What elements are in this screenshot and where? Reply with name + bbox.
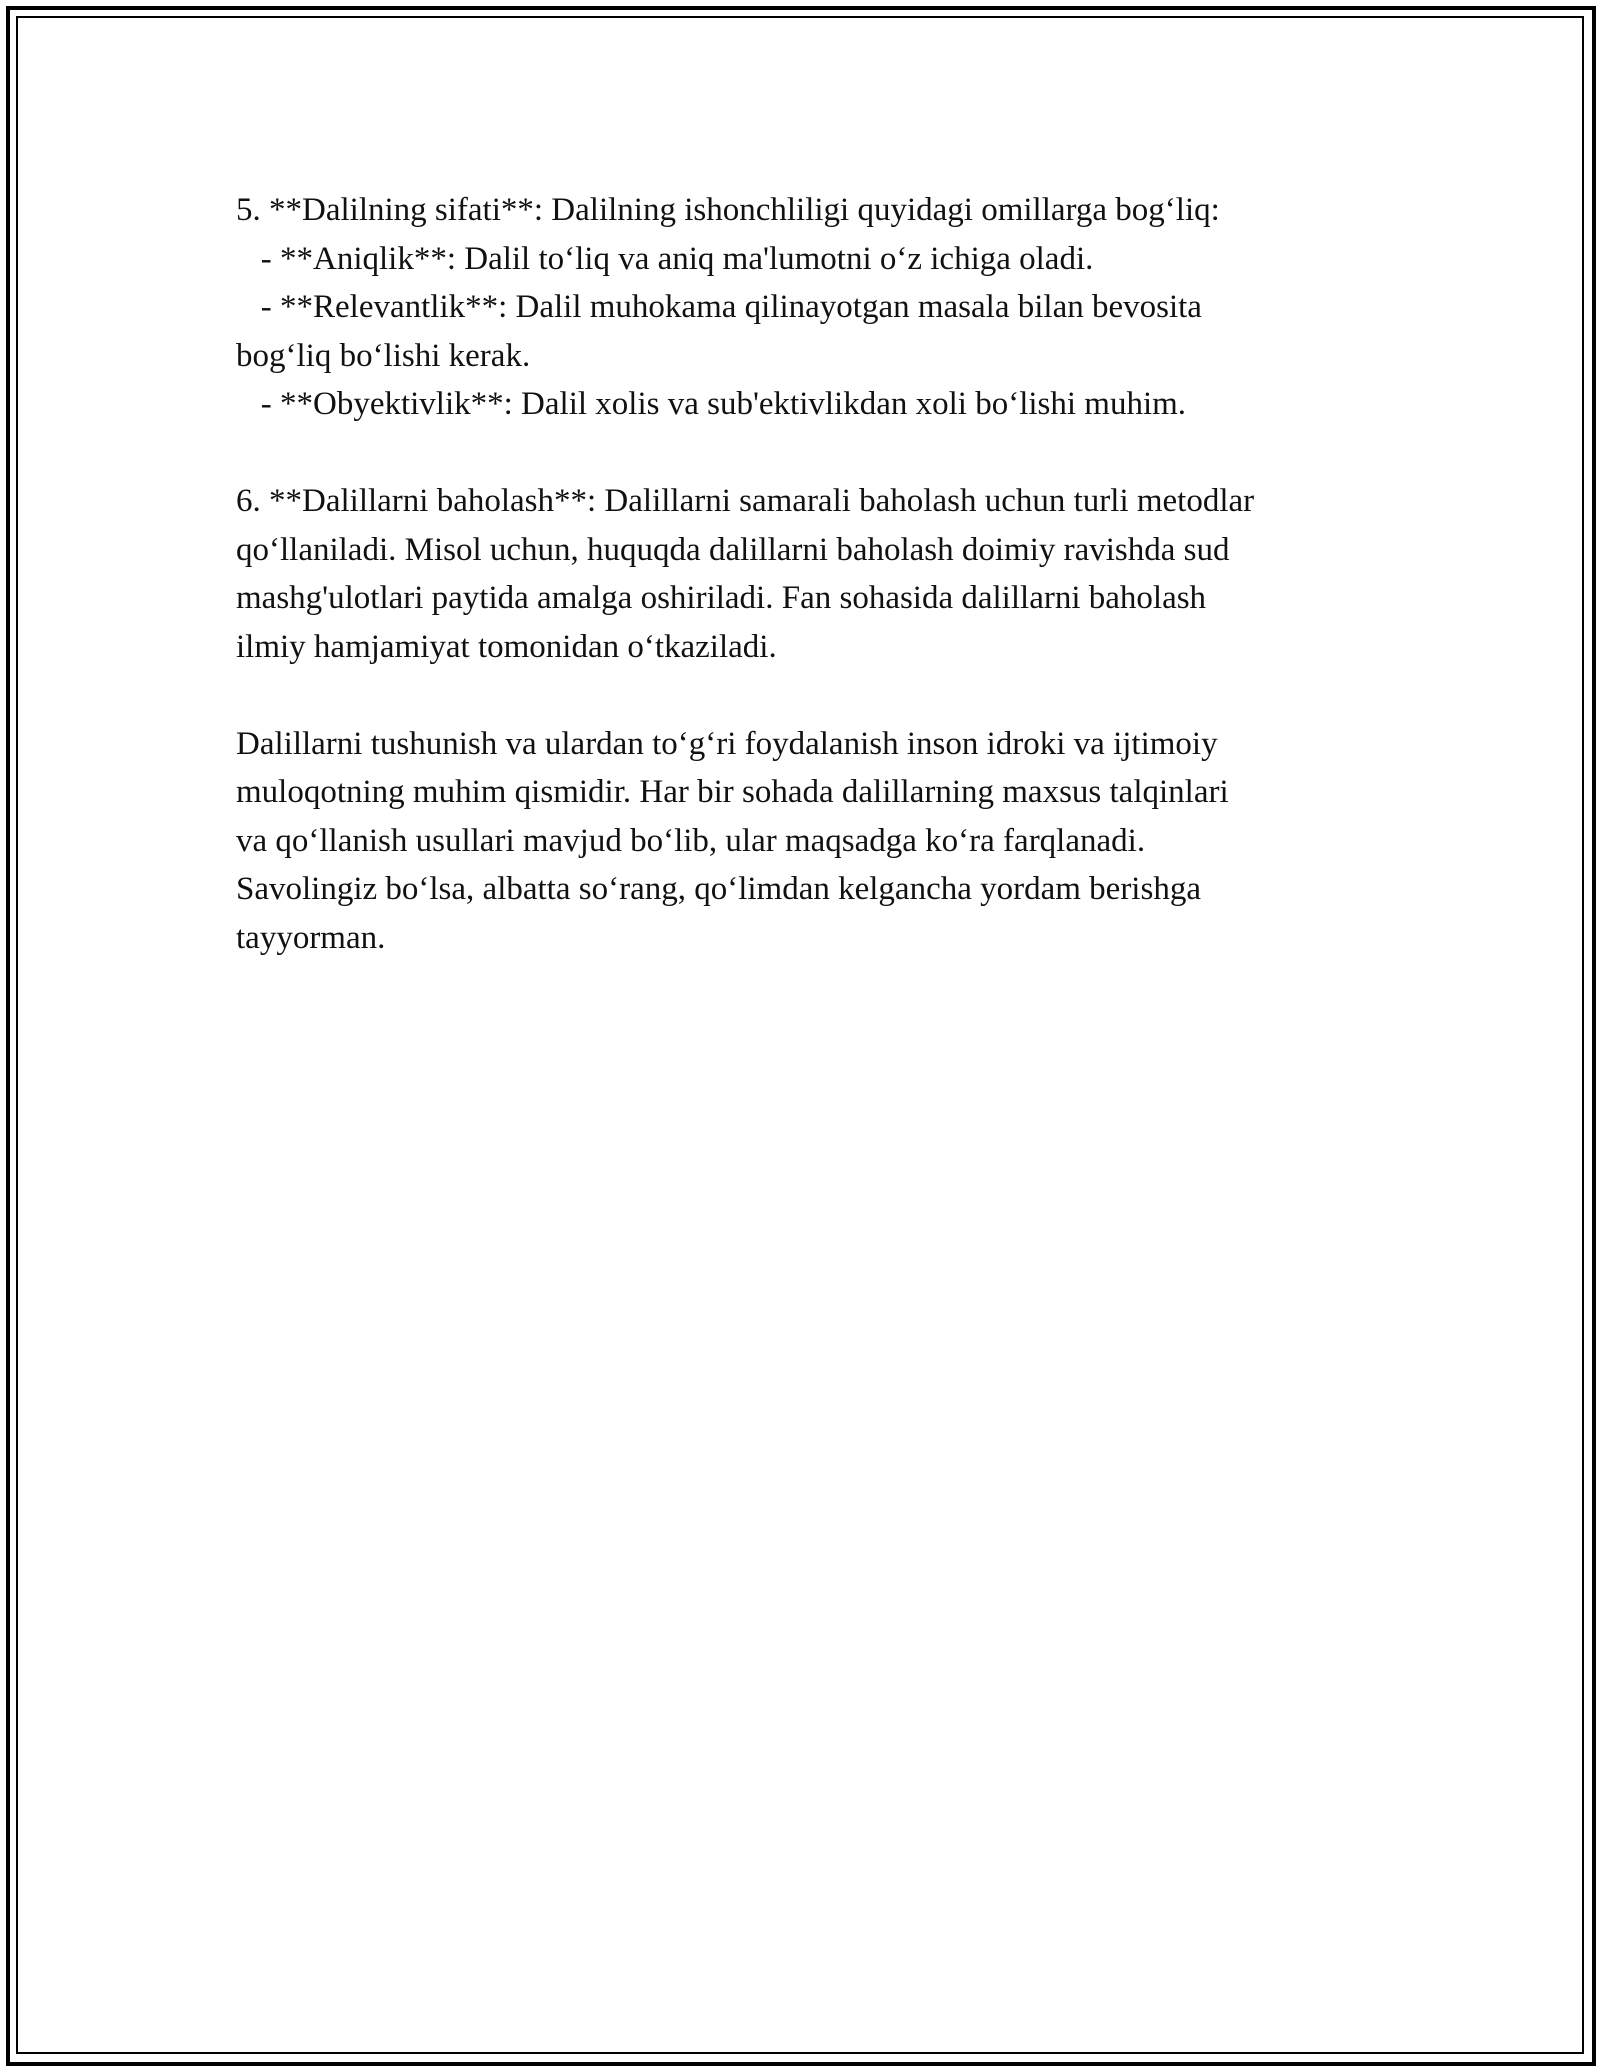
text-line: - **Relevantlik**: Dalil muhokama qilinayotgan masala bilan bevosita bbox=[236, 289, 1202, 325]
paragraph-spacer bbox=[236, 671, 1416, 720]
text-line: Savolingiz bo‘lsa, albatta so‘rang, qo‘limdan kelgancha yordam berishga bbox=[236, 871, 1201, 907]
text-line: qo‘llaniladi. Misol uchun, huquqda dalillarni baholash doimiy ravishda sud bbox=[236, 531, 1230, 568]
paragraph-spacer bbox=[236, 429, 1416, 478]
text-line: - **Aniqlik**: Dalil to‘liq va aniq ma'lumotni o‘z ichiga oladi. bbox=[236, 240, 1094, 277]
section-5-evidence-quality bbox=[236, 186, 1416, 429]
text-line: Dalillarni tushunish va ulardan to‘g‘ri foydalanish inson idroki va ijtimoiy bbox=[236, 725, 1218, 762]
conclusion-paragraph bbox=[236, 720, 1416, 963]
text-line: ilmiy hamjamiyat tomonidan o‘tkaziladi. bbox=[236, 628, 777, 665]
text-line: 6. **Dalillarni baholash**: Dalillarni samarali baholash uchun turli metodlar bbox=[236, 483, 1255, 519]
document-body bbox=[236, 186, 1416, 962]
text-line: - **Obyektivlik**: Dalil xolis va sub'ektivlikdan xoli bo‘lishi muhim. bbox=[236, 386, 1187, 422]
text-line: muloqotning muhim qismidir. Har bir sohada dalillarning maxsus talqinlari bbox=[236, 774, 1229, 810]
text-line: mashg'ulotlari paytida amalga oshiriladi. Fan sohasida dalillarni baholash bbox=[236, 580, 1207, 616]
text-line: va qo‘llanish usullari mavjud bo‘lib, ular maqsadga ko‘ra farqlanadi. bbox=[236, 822, 1146, 859]
section-6-evidence-evaluation bbox=[236, 477, 1416, 671]
text-line: tayyorman. bbox=[236, 919, 386, 956]
text-line: 5. **Dalilning sifati**: Dalilning ishonchliligi quyidagi omillarga bog‘liq: bbox=[236, 192, 1220, 228]
text-line: bog‘liq bo‘lishi kerak. bbox=[236, 337, 531, 374]
